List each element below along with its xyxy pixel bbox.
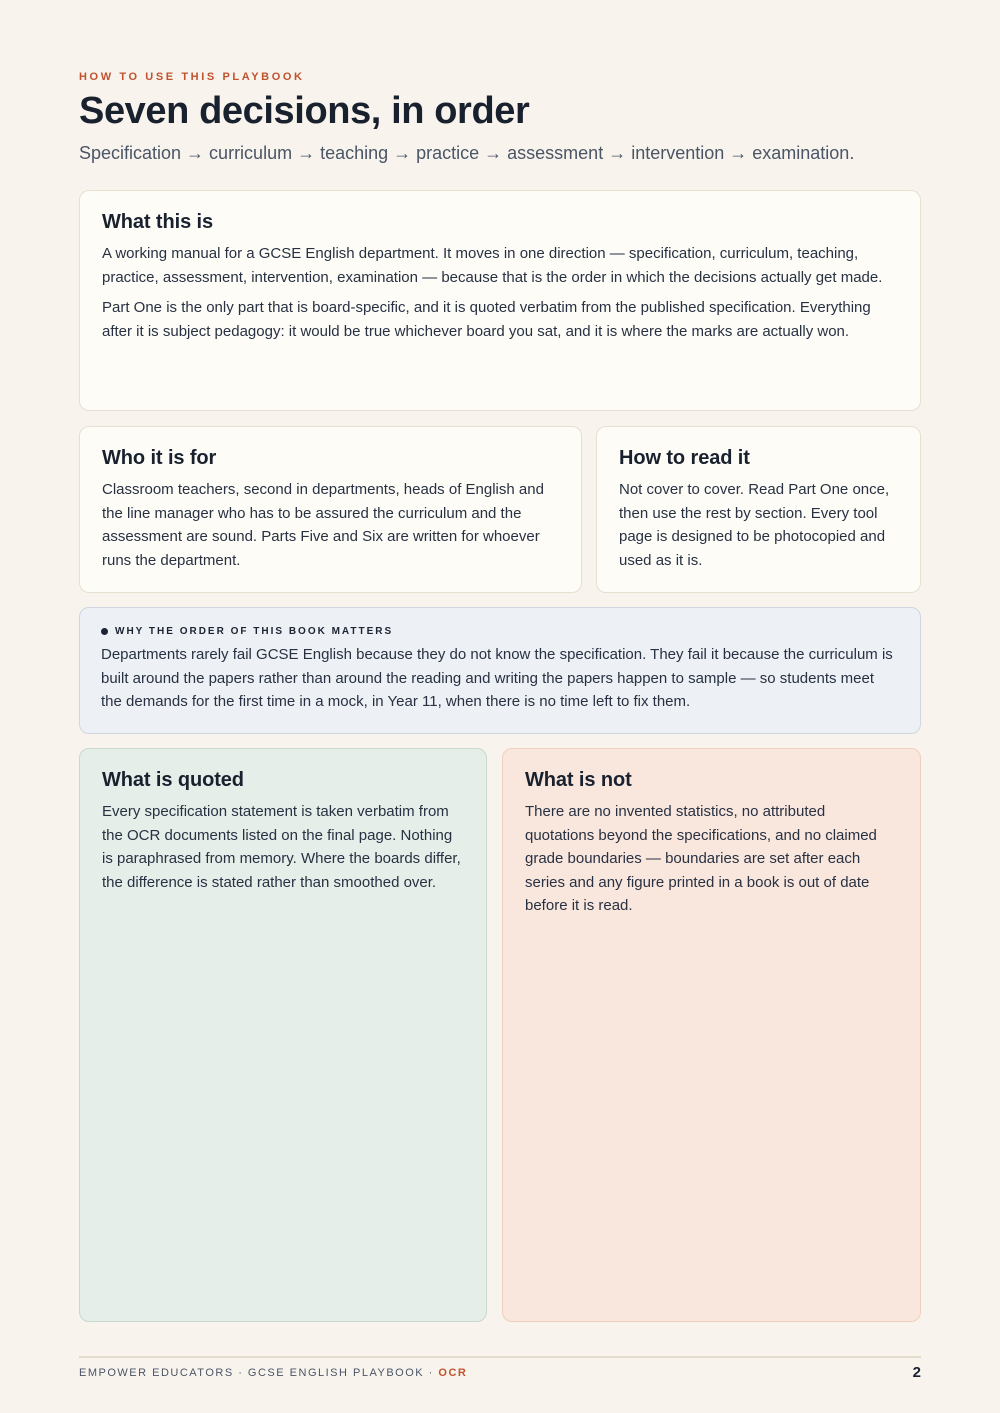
playbook-page — [79, 0, 921, 1413]
what-is-quoted-heading: What is quoted — [102, 769, 244, 791]
what-is-quoted-body: Every specification statement is taken verbatim from the OCR documents listed on the final page. Nothing is paraphrased from memory. Where the boards differ, the difference is stated rather than smoothed over. — [102, 803, 461, 891]
callout-body: Departments rarely fail GCSE English because they do not know the specification. They fail it because the curriculum is built around the papers rather than around the reading and writing the papers happen to sample — so students meet the demands for the first time in a mock, in Year 11, when there is no time left to fix them. — [101, 646, 893, 711]
page-subtitle: Specification → curriculum → teaching → practice → assessment → intervention → examination. — [79, 143, 855, 163]
who-it-is-for-body: Classroom teachers, second in departments, heads of English and the line manager who has to be assured the curriculum and the assessment are sound. Parts Five and Six are written for whoever runs the department. — [102, 481, 544, 569]
how-to-read-body: Not cover to cover. Read Part One once, then use the rest by section. Every tool page is designed to be photocopied and used as it is. — [619, 481, 890, 569]
page-number: 2 — [912, 1364, 921, 1381]
page-title: Seven decisions, in order — [79, 90, 530, 132]
what-is-quoted-card — [79, 748, 487, 1322]
bullet-dot-icon — [101, 628, 108, 635]
what-is-not-card — [502, 748, 921, 1322]
what-is-not-heading: What is not — [525, 769, 632, 791]
what-this-is-paragraph-2: Part One is the only part that is board-specific, and it is quoted verbatim from the published specification. Everything after it is subject pedagogy: it would be true whichever board you sat, and it is where the marks are actually won. — [102, 299, 871, 340]
footer-divider — [79, 1356, 921, 1358]
what-this-is-heading: What this is — [102, 211, 214, 233]
who-it-is-for-card — [79, 426, 582, 593]
what-this-is-paragraph-1: A working manual for a GCSE English department. It moves in one direction — specification, curriculum, teaching, practice, assessment, intervention, examination — because that is the order in which the decisions actually get made. — [102, 245, 883, 286]
how-to-read-heading: How to read it — [619, 447, 750, 469]
order-callout — [79, 607, 921, 734]
footer-brand — [79, 1367, 467, 1379]
callout-label-text: WHY THE ORDER OF THIS BOOK MATTERS — [115, 626, 394, 637]
who-it-is-for-heading: Who it is for — [102, 447, 217, 469]
footer-brand-text: EMPOWER EDUCATORS · GCSE ENGLISH PLAYBOOK · — [79, 1367, 439, 1379]
footer-board: OCR — [438, 1367, 468, 1379]
what-is-not-body: There are no invented statistics, no attributed quotations beyond the specifications, and no claimed grade boundaries — boundaries are set after each series and any figure printed in a book is out of date before it is read. — [525, 803, 877, 915]
section-eyebrow: HOW TO USE THIS PLAYBOOK — [79, 71, 305, 83]
how-to-read-card — [596, 426, 921, 593]
what-this-is-card — [79, 190, 921, 411]
callout-label — [101, 626, 899, 637]
